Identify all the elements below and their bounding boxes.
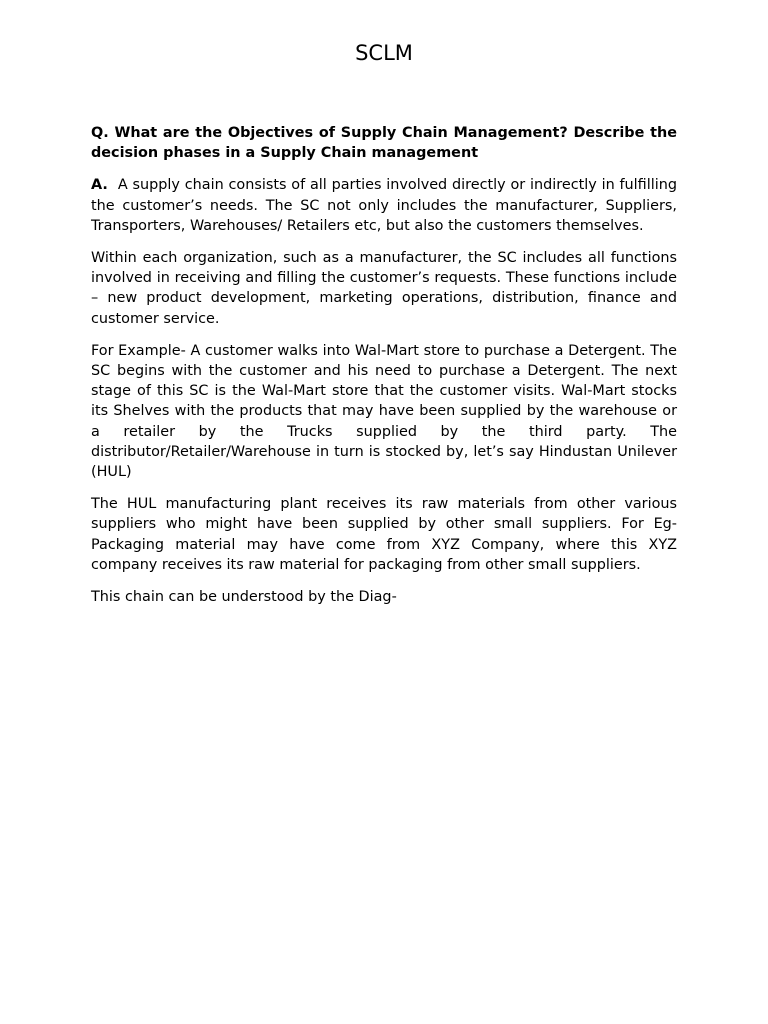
- paragraph-diagram-intro: This chain can be understood by the Diag-: [91, 589, 397, 606]
- document-body: [91, 123, 677, 607]
- paragraph-hul-suppliers: The HUL manufacturing plant receives its raw materials from other various suppliers who might have been supplied by other small suppliers. For Eg- Packaging material may have come from XYZ Company, where this XYZ company receives its raw material for packaging from other small suppliers.: [91, 496, 677, 573]
- paragraph-organization-functions: Within each organization, such as a manufacturer, the SC includes all functions involved in receiving and filling the customer’s requests. These functions include – new product development, marketing operations, distribution, finance and customer service.: [91, 250, 677, 327]
- question-heading: Q. What are the Objectives of Supply Chain Management? Describe the decision phases in a Supply Chain management: [91, 125, 677, 162]
- answer-label: A.: [91, 177, 108, 194]
- answer-paragraph-1-text: A supply chain consists of all parties involved directly or indirectly in fulfilling the customer’s needs. The SC not only includes the manufacturer, Suppliers, Transporters, Warehouses/ Retailers etc, but also the customers themselves.: [91, 177, 677, 234]
- paragraph-example-walmart: For Example- A customer walks into Wal-Mart store to purchase a Detergent. The SC begins with the customer and his need to purchase a Detergent. The next stage of this SC is the Wal-Mart store that the customer visits. Wal-Mart stocks its Shelves with the products that may have been supplied by the warehouse or a retailer by the Trucks supplied by the third party. The distributor/Retailer/Warehouse in turn is stocked by, let’s say Hindustan Unilever (HUL): [91, 342, 677, 481]
- answer-paragraph-1: [91, 175, 677, 236]
- page-header-title: SCLM: [355, 41, 413, 65]
